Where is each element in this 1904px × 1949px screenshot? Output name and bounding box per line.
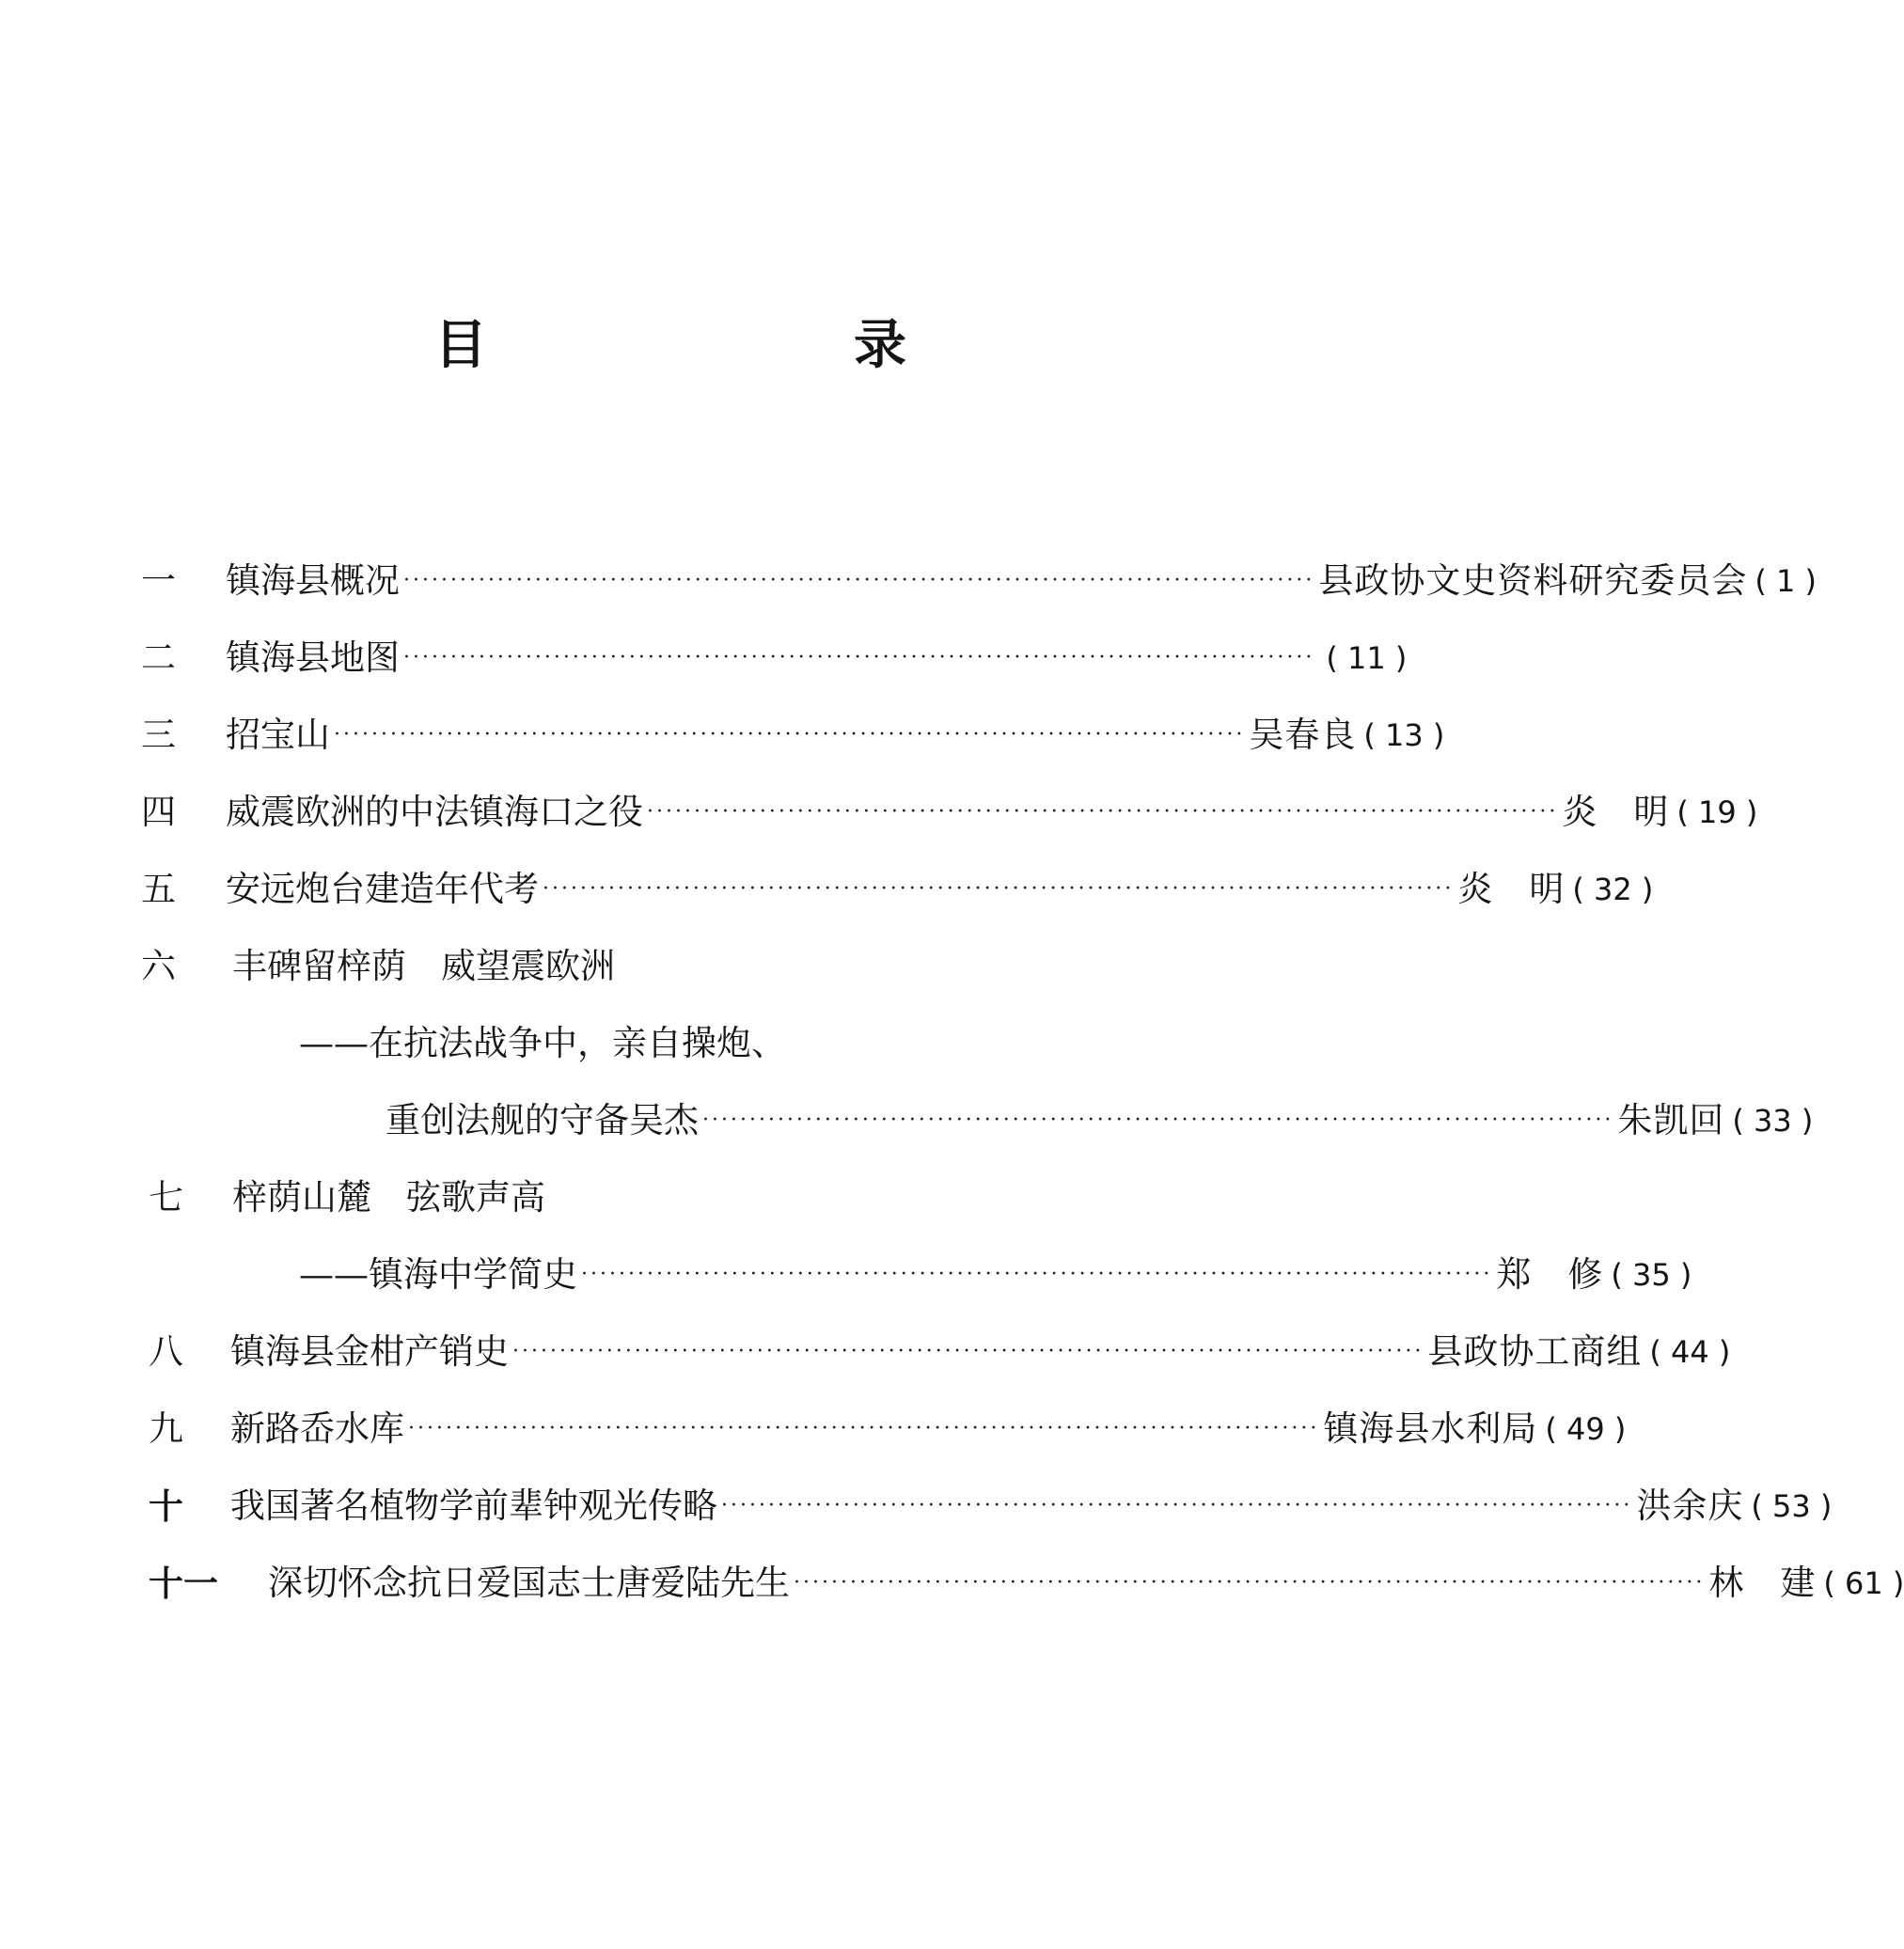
entry-author: 炎 明: [1457, 869, 1566, 909]
dot-leader: ·································································································: [581, 1263, 1493, 1286]
toc-entry[interactable]: [141, 630, 1408, 686]
dot-leader: ·································································································: [794, 1571, 1706, 1595]
entry-number: 十: [149, 1485, 183, 1527]
entry-title: 丰碑留梓荫 威望震欧洲: [232, 946, 615, 986]
entry-author: 朱凯回: [1617, 1100, 1725, 1140]
toc-entry[interactable]: [141, 707, 1445, 763]
entry-title: 镇海县地图: [226, 637, 400, 678]
entry-title: 梓荫山麓 弦歌声高: [232, 1177, 545, 1218]
entry-page: ( 61 ): [1823, 1565, 1904, 1601]
entry-subtitle: ——镇海中学简史: [299, 1254, 577, 1295]
entry-number: 三: [141, 715, 176, 755]
entry-page: ( 49 ): [1545, 1411, 1627, 1447]
entry-subtitle-cont: 重创法舰的守备吴杰: [386, 1100, 699, 1140]
dot-leader: ·································································································: [702, 1108, 1614, 1132]
entry-final-line: [141, 1247, 1692, 1303]
heading-char-mu: 目: [434, 315, 487, 376]
entry-page: ( 13 ): [1363, 717, 1445, 753]
toc-entry[interactable]: [141, 1324, 1731, 1380]
entry-page: ( 53 ): [1751, 1488, 1833, 1524]
entry-number: 一: [141, 560, 176, 601]
dot-leader: ·································································································: [403, 646, 1315, 669]
entry-number: 九: [149, 1408, 183, 1449]
dot-leader: ·································································································: [334, 723, 1246, 747]
dot-leader: ·································································································: [403, 569, 1315, 592]
heading-char-lu: 录: [854, 315, 906, 376]
entry-title: 镇海县概况: [226, 560, 400, 601]
toc-entry[interactable]: [141, 1555, 1904, 1611]
entry-page: ( 33 ): [1732, 1103, 1814, 1139]
entry-number: 八: [149, 1331, 183, 1372]
entry-author: 吴春良: [1249, 715, 1357, 755]
entry-author: 郑 修: [1496, 1254, 1604, 1295]
toc-entry[interactable]: [141, 1478, 1833, 1534]
entry-final-line: [141, 1092, 1814, 1149]
entry-author: 县政协文史资料研究委员会: [1318, 560, 1748, 601]
entry-title: 新路岙水库: [230, 1408, 404, 1449]
entry-number: 七: [149, 1177, 183, 1218]
dot-leader: ·································································································: [408, 1417, 1320, 1440]
entry-header-line: [141, 938, 615, 995]
entry-author: 县政协工商组: [1427, 1331, 1643, 1372]
toc-entry[interactable]: [141, 553, 1817, 609]
toc-entry[interactable]: [141, 861, 1654, 918]
entry-title: 威震欧洲的中法镇海口之役: [226, 792, 643, 832]
entry-title: 招宝山: [226, 715, 330, 755]
entry-number: 四: [141, 792, 176, 832]
entry-author: 镇海县水利局: [1323, 1408, 1538, 1449]
entry-page: ( 35 ): [1611, 1257, 1692, 1293]
entry-header-line: [149, 1170, 545, 1226]
dot-leader: ·································································································: [512, 1340, 1424, 1363]
dot-leader: ·································································································: [543, 877, 1455, 901]
dot-leader: ·································································································: [721, 1494, 1633, 1517]
entry-title: 我国著名植物学前辈钟观光传略: [230, 1485, 717, 1526]
entry-number: 二: [141, 637, 176, 678]
entry-number: 十一: [149, 1563, 218, 1604]
dot-leader: ·································································································: [647, 800, 1559, 824]
entry-title: 安远炮台建造年代考: [226, 869, 539, 909]
entry-page: ( 32 ): [1572, 872, 1654, 907]
entry-page: ( 11 ): [1326, 640, 1408, 676]
entry-title: 镇海县金柑产销史: [230, 1331, 509, 1372]
entry-number: 五: [141, 869, 176, 909]
toc-entry[interactable]: [141, 1401, 1627, 1457]
entry-author: 炎 明: [1562, 792, 1670, 832]
entry-title: 深切怀念抗日爱国志士唐爱陆先生: [268, 1563, 790, 1603]
toc-entry[interactable]: [141, 784, 1758, 841]
entry-number: 六: [141, 946, 176, 986]
entry-author: 林 建: [1708, 1563, 1817, 1603]
entry-page: ( 1 ): [1755, 563, 1817, 599]
entry-page: ( 19 ): [1676, 794, 1758, 830]
entry-author: 洪余庆: [1636, 1485, 1744, 1526]
entry-page: ( 44 ): [1649, 1334, 1731, 1370]
entry-subtitle-line: ——在抗法战争中，亲自操炮、: [299, 1023, 786, 1063]
